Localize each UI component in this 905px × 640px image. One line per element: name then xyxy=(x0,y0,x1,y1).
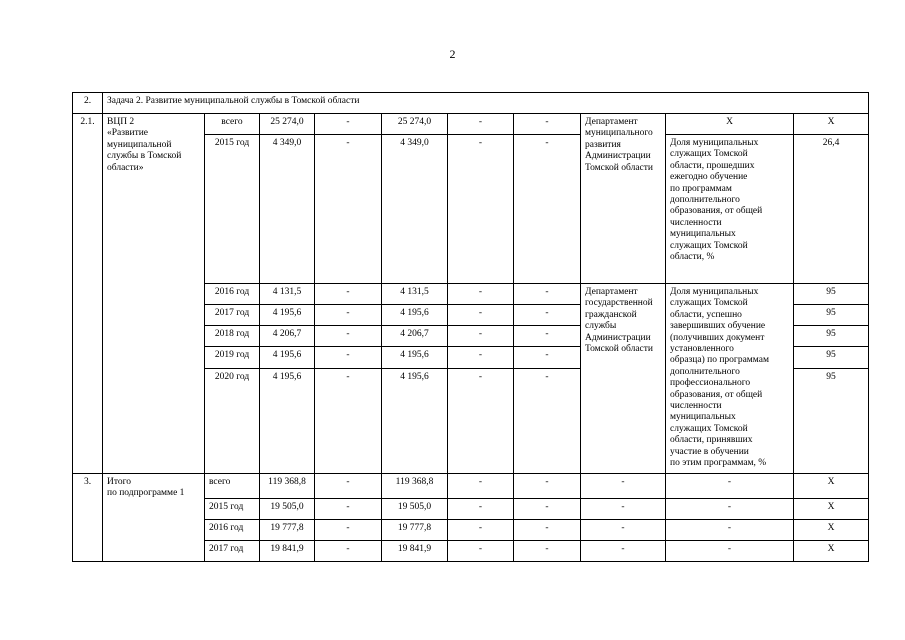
total-cell: 119 368,8 xyxy=(260,473,315,498)
total-cell: 4 206,7 xyxy=(260,326,315,347)
task-row xyxy=(73,93,869,114)
regional-cell: 4 349,0 xyxy=(382,135,448,284)
extrabudget-cell: - xyxy=(514,473,581,498)
extrabudget-cell: - xyxy=(514,347,581,368)
regional-cell: 4 131,5 xyxy=(382,284,448,305)
executor-cell: Департамент муниципального развития Администрации Томской области xyxy=(581,114,666,284)
extrabudget-cell: - xyxy=(514,540,581,561)
indicator-cell: Доля муниципальных служащих Томской области, прошедших ежегодно обучение по программам дополнительного образования, от общей численности муниципальных служащих Томской области, % xyxy=(666,135,794,284)
executor-cell: - xyxy=(581,498,666,519)
regional-cell: 19 777,8 xyxy=(382,519,448,540)
federal-cell: - xyxy=(315,114,382,135)
local-cell: - xyxy=(448,326,514,347)
indicator-value-cell: Х xyxy=(794,473,869,498)
total-cell: 4 349,0 xyxy=(260,135,315,284)
regional-cell: 4 195,6 xyxy=(382,305,448,326)
indicator-value-cell: Х xyxy=(794,498,869,519)
executor-cell: - xyxy=(581,519,666,540)
period-cell: всего xyxy=(205,473,260,498)
total-cell: 25 274,0 xyxy=(260,114,315,135)
local-cell: - xyxy=(448,347,514,368)
indicator-value-cell: 95 xyxy=(794,347,869,368)
local-cell: - xyxy=(448,305,514,326)
period-cell: 2017 год xyxy=(205,305,260,326)
period-cell: 2017 год xyxy=(205,540,260,561)
federal-cell: - xyxy=(315,473,382,498)
regional-cell: 19 505,0 xyxy=(382,498,448,519)
total-cell: 19 777,8 xyxy=(260,519,315,540)
indicator-value-cell: 95 xyxy=(794,368,869,473)
indicator-value-cell: 95 xyxy=(794,326,869,347)
table-row xyxy=(73,473,869,498)
regional-cell: 19 841,9 xyxy=(382,540,448,561)
federal-cell: - xyxy=(315,540,382,561)
period-cell: 2015 год xyxy=(205,498,260,519)
total-number: 3. xyxy=(73,473,103,561)
regional-cell: 25 274,0 xyxy=(382,114,448,135)
federal-cell: - xyxy=(315,284,382,305)
indicator-cell: Доля муниципальных служащих Томской области, успешно завершивших обучение (получивших документ установленного образца) по программам дополнительного профессионального образования, от общей численности муниципальных служащих Томской области, принявших участие в обучении по этим программам, % xyxy=(666,284,794,474)
extrabudget-cell: - xyxy=(514,114,581,135)
federal-cell: - xyxy=(315,326,382,347)
extrabudget-cell: - xyxy=(514,368,581,473)
local-cell: - xyxy=(448,368,514,473)
federal-cell: - xyxy=(315,305,382,326)
total-cell: 4 195,6 xyxy=(260,305,315,326)
indicator-value-cell: 26,4 xyxy=(794,135,869,284)
indicator-value-cell: Х xyxy=(794,114,869,135)
federal-cell: - xyxy=(315,135,382,284)
federal-cell: - xyxy=(315,368,382,473)
period-cell: 2020 год xyxy=(205,368,260,473)
period-cell: всего xyxy=(205,114,260,135)
total-cell: 19 505,0 xyxy=(260,498,315,519)
indicator-value-cell: Х xyxy=(794,540,869,561)
regional-cell: 4 206,7 xyxy=(382,326,448,347)
total-cell: 4 195,6 xyxy=(260,347,315,368)
extrabudget-cell: - xyxy=(514,519,581,540)
regional-cell: 119 368,8 xyxy=(382,473,448,498)
indicator-cell: - xyxy=(666,540,794,561)
local-cell: - xyxy=(448,114,514,135)
period-cell: 2019 год xyxy=(205,347,260,368)
local-cell: - xyxy=(448,519,514,540)
local-cell: - xyxy=(448,135,514,284)
period-cell: 2015 год xyxy=(205,135,260,284)
total-cell: 19 841,9 xyxy=(260,540,315,561)
task-number: 2. xyxy=(73,93,103,114)
executor-cell: - xyxy=(581,473,666,498)
indicator-header-cell: Х xyxy=(666,114,794,135)
total-cell: 4 195,6 xyxy=(260,368,315,473)
local-cell: - xyxy=(448,498,514,519)
total-cell: 4 131,5 xyxy=(260,284,315,305)
period-cell: 2016 год xyxy=(205,519,260,540)
indicator-cell: - xyxy=(666,519,794,540)
period-cell: 2018 год xyxy=(205,326,260,347)
indicator-value-cell: 95 xyxy=(794,284,869,305)
page-number: 2 xyxy=(449,47,456,61)
local-cell: - xyxy=(448,473,514,498)
federal-cell: - xyxy=(315,347,382,368)
extrabudget-cell: - xyxy=(514,135,581,284)
federal-cell: - xyxy=(315,498,382,519)
indicator-cell: - xyxy=(666,473,794,498)
period-cell: 2016 год xyxy=(205,284,260,305)
indicator-cell: - xyxy=(666,498,794,519)
extrabudget-cell: - xyxy=(514,284,581,305)
extrabudget-cell: - xyxy=(514,305,581,326)
table-row xyxy=(73,114,869,135)
local-cell: - xyxy=(448,284,514,305)
indicator-value-cell: Х xyxy=(794,519,869,540)
vcp-name: ВЦП 2 «Развитие муниципальной службы в Томской области» xyxy=(103,114,205,474)
executor-cell: Департамент государственной гражданской службы Администрации Томской области xyxy=(581,284,666,474)
executor-cell: - xyxy=(581,540,666,561)
extrabudget-cell: - xyxy=(514,498,581,519)
task-title: Задача 2. Развитие муниципальной службы в Томской области xyxy=(103,93,869,114)
extrabudget-cell: - xyxy=(514,326,581,347)
regional-cell: 4 195,6 xyxy=(382,347,448,368)
program-table xyxy=(72,92,869,562)
local-cell: - xyxy=(448,540,514,561)
regional-cell: 4 195,6 xyxy=(382,368,448,473)
total-name: Итого по подпрограмме 1 xyxy=(103,473,205,561)
federal-cell: - xyxy=(315,519,382,540)
vcp-number: 2.1. xyxy=(73,114,103,474)
indicator-value-cell: 95 xyxy=(794,305,869,326)
